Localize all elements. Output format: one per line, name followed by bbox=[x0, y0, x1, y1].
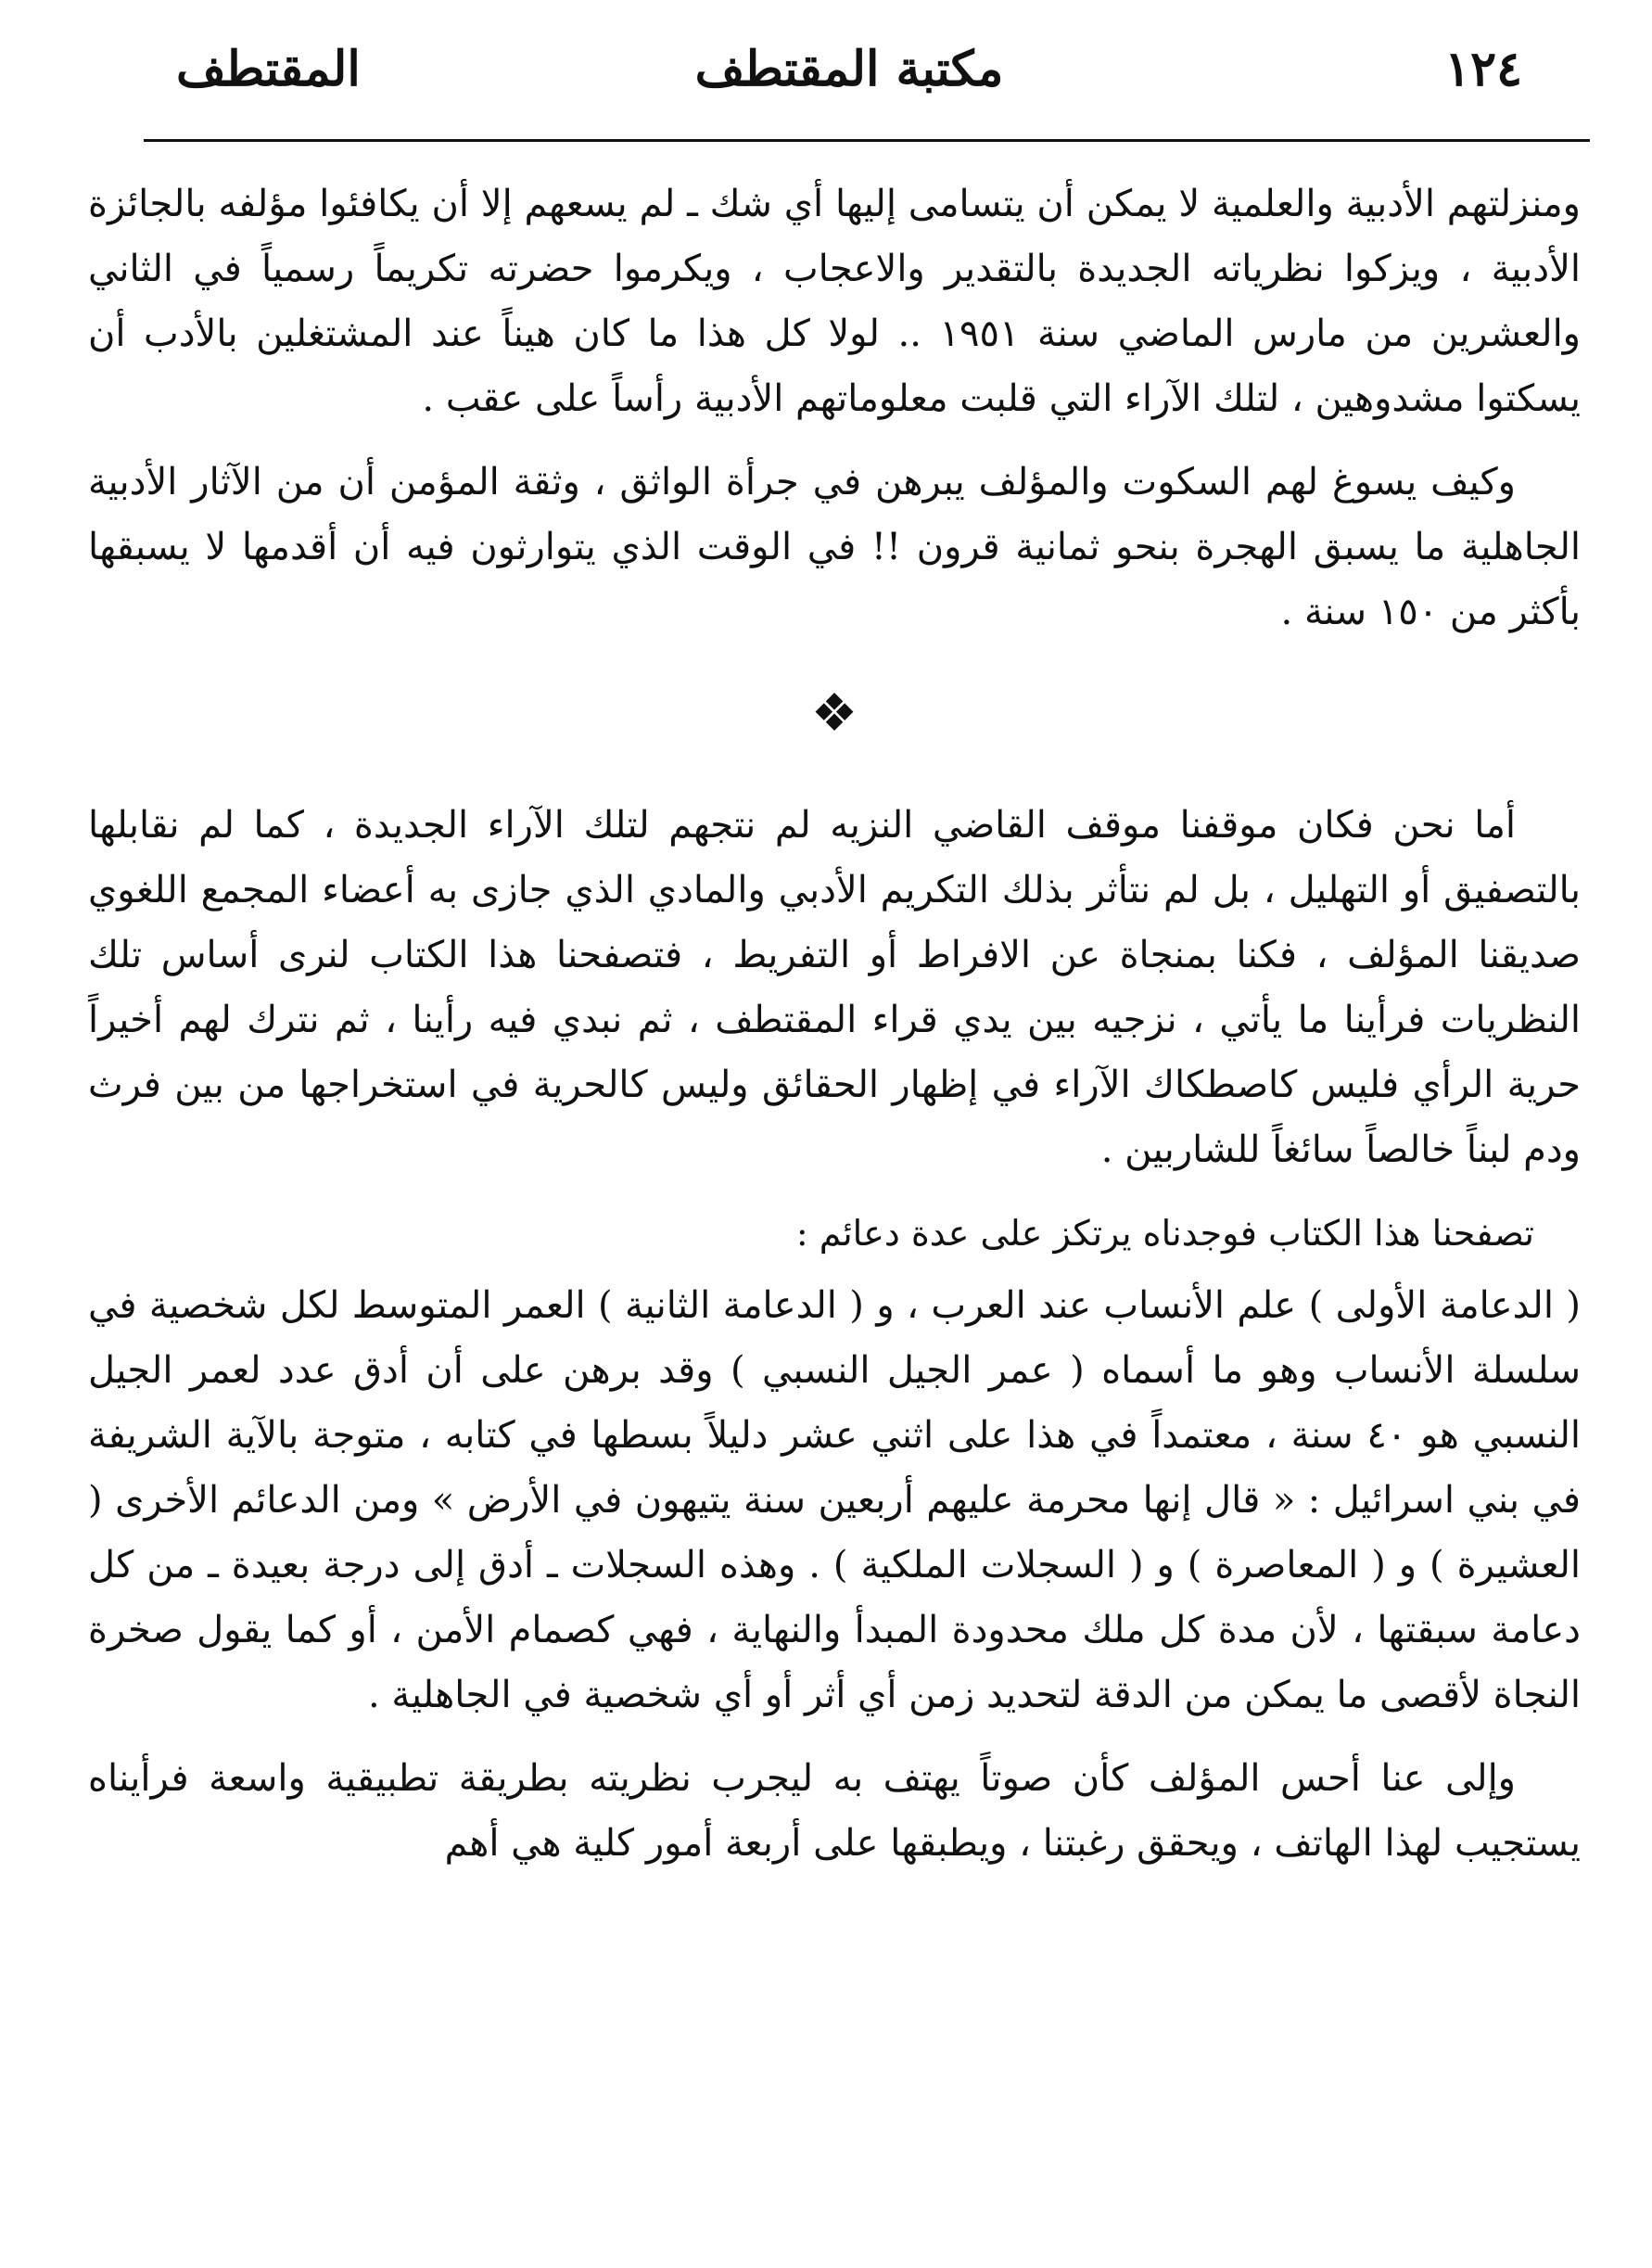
paragraph: وكيف يسوغ لهم السكوت والمؤلف يبرهن في جرأة الواثق ، وثقة المؤمن أن من الآثار الأدبية الجاهلية ما يسبق الهجرة بنحو ثمانية قرون !! في الوقت الذي يتوارثون فيه أن أقدمها لا يسبقها بأكثر من ١٥٠ سنة . bbox=[88, 461, 1581, 633]
paragraph: ومنزلتهم الأدبية والعلمية لا يمكن أن يتسامى إليها أي شك ـ لم يسعهم إلا أن يكافئوا مؤلفه بالجائزة الأدبية ، ويزكوا نظرياته الجديدة بالتقدير والاعجاب ، ويكرموا حضرته تكريماً رسمياً في الثاني والعشرين من مارس الماضي سنة ١٩٥١ .. لولا كل هذا ما كان هيناً عند المشتغلين بالأدب أن يسكتوا مشدوهين ، لتلك الآراء التي قلبت معلوماتهم الأدبية رأساً على عقب . bbox=[88, 183, 1581, 420]
running-section: المقتطف bbox=[176, 41, 361, 97]
page-header bbox=[139, 28, 1559, 111]
header-rule bbox=[144, 139, 1590, 142]
paragraph: أما نحن فكان موقفنا موقف القاضي النزيه لم نتجهم لتلك الآراء الجديدة ، كما لم نقابلها بالتصفيق أو التهليل ، بل لم نتأثر بذلك التكريم الأدبي والمادي الذي جازى به أعضاء المجمع اللغوي صديقنا المؤلف ، فكنا بمنجاة عن الافراط أو التفريط ، فتصفحنا هذا الكتاب لنرى أساس تلك النظريات فرأينا ما يأتي ، نزجيه بين يدي قراء المقتطف ، ثم نبدي فيه رأينا ، ثم نترك لهم أخيراً حرية الرأي فليس كاصطكاك الآراء في إظهار الحقائق وليس كالحرية في استخراجها من بين فرث ودم لبناً خالصاً سائغاً للشاربين . bbox=[88, 804, 1581, 1171]
paragraph: ( الدعامة الأولى ) علم الأنساب عند العرب ، و ( الدعامة الثانية ) العمر المتوسط لكل شخصية في سلسلة الأنساب وهو ما أسماه ( عمر الجيل النسبي ) وقد برهن على أن أدق عدد لعمر الجيل النسبي هو ٤٠ سنة ، معتمداً في هذا على اثني عشر دليلاً بسطها في كتابه ، متوجة بالآية الشريفة في بني اسرائيل : « قال إنها محرمة عليهم أربعين سنة يتيهون في الأرض » ومن الدعائم الأخرى ( العشيرة ) و ( المعاصرة ) و ( السجلات الملكية ) . وهذه السجلات ـ أدق إلى درجة بعيدة ـ من كل دعامة سبقتها ، لأن مدة كل ملك محدودة المبدأ والنهاية ، فهي كصمام الأمن ، أو كما يقول صخرة النجاة لأقصى ما يمكن من الدقة لتحديد زمن أي أثر أو أي شخصية في الجاهلية . bbox=[88, 1284, 1581, 1716]
running-title: مكتبة المقتطف bbox=[694, 41, 1004, 97]
paragraph: تصفحنا هذا الكتاب فوجدناه يرتكز على عدة دعائم : bbox=[795, 1213, 1534, 1254]
section-ornament-icon: ❖ bbox=[810, 683, 858, 744]
page-number: ١٢٤ bbox=[1444, 41, 1522, 97]
body-text bbox=[88, 172, 1581, 1894]
paragraph: وإلى عنا أحس المؤلف كأن صوتاً يهتف به ليجرب نظريته بطريقة تطبيقية واسعة فرأيناه يستجيب لهذا الهاتف ، ويحقق رغبتنا ، ويطبقها على أربعة أمور كلية هي أهم bbox=[88, 1757, 1581, 1865]
